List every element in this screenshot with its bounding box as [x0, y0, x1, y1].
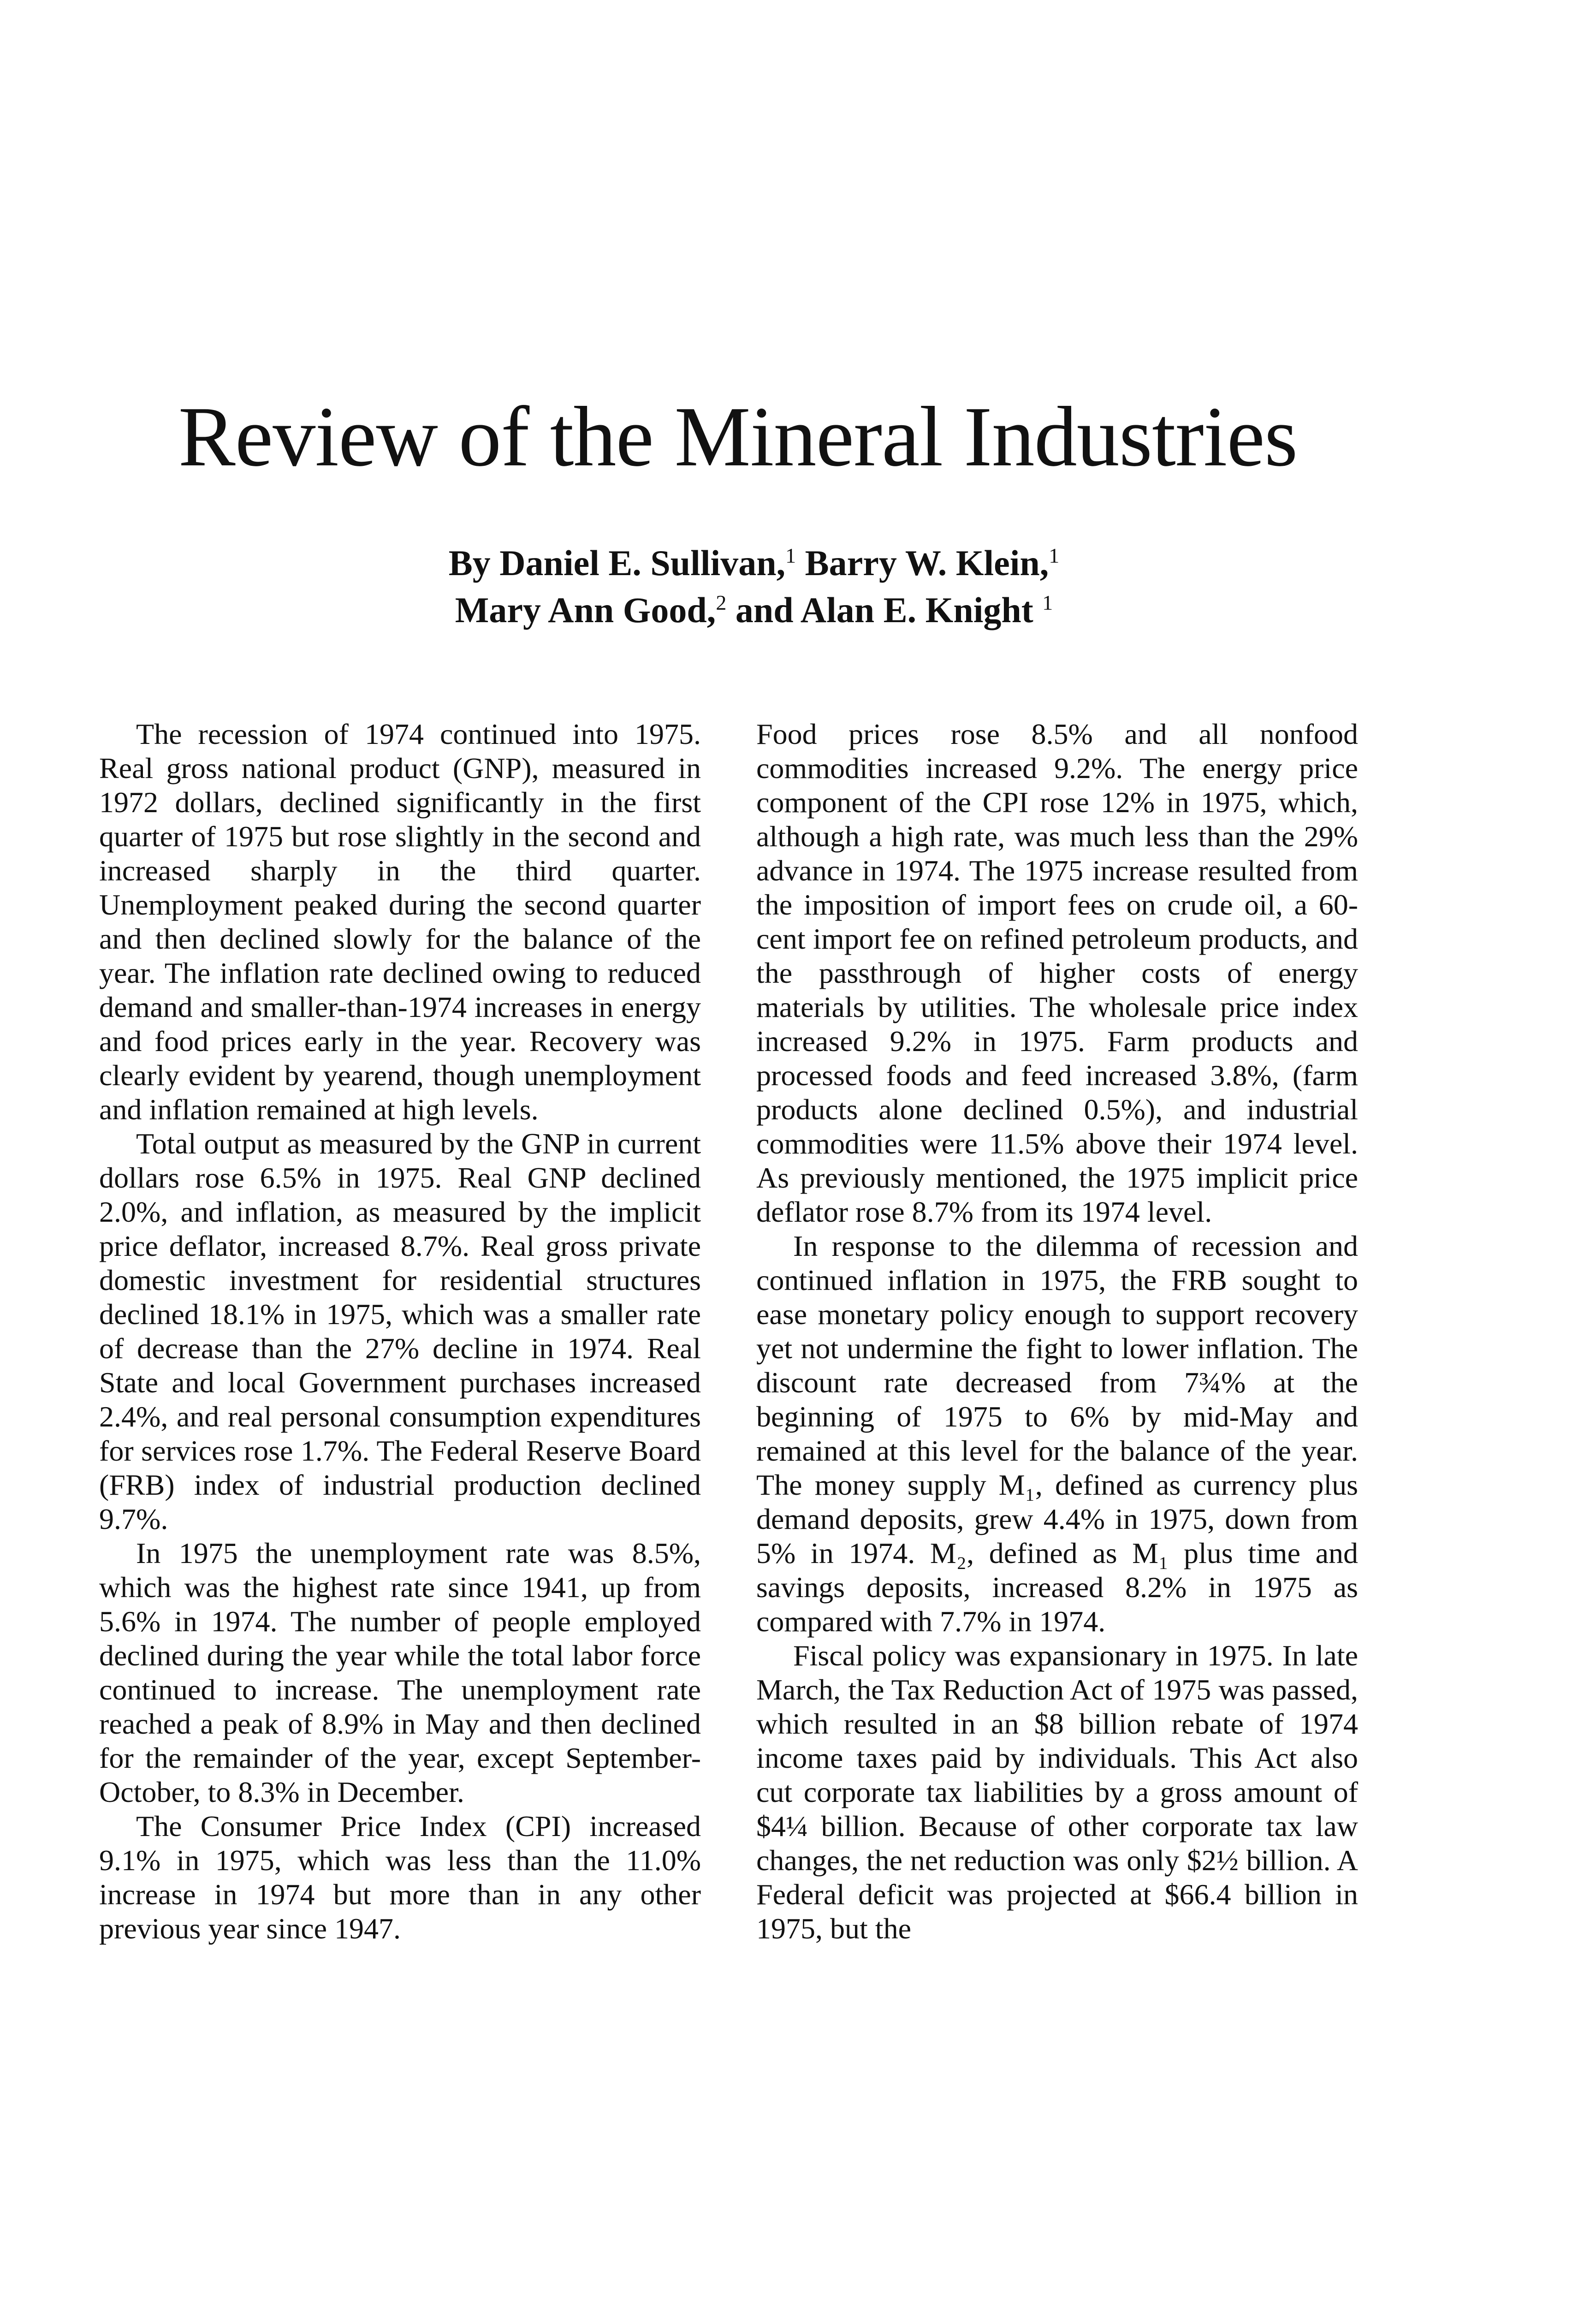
- footnote-ref: 1: [1042, 591, 1053, 614]
- byline-line-1: [0, 540, 1508, 587]
- paragraph: In response to the dilemma of recession and continued inflation in 1975, the FRB sought to ease monetary policy enough to support recovery yet not undermine the fight to lower inflation. The discount rate decreased from 7¾% at the beginning of 1975 to 6% by mid-May and remained at this level for the balance of the year. The money supply M₁, defined as currency plus demand deposits, grew 4.4% in 1975, down from 5% in 1974. M₂, defined as M₁ plus time and savings deposits, increased 8.2% in 1975 as compared with 7.7% in 1974.: [756, 1230, 1358, 1638]
- author-sullivan: By Daniel E. Sullivan,: [448, 543, 786, 583]
- footnote-ref: 1: [1049, 544, 1060, 567]
- paragraph: The recession of 1974 continued into 1975. Real gross national product (GNP), measured in 1972 dollars, declined significantly in the first quarter of 1975 but rose slightly in the second and increased sharply in the third quarter. Unemployment peaked during the second quarter and then declined slowly for the balance of the year. The inflation rate declined owing to reduced demand and smaller-than-1974 increases in energy and food prices early in the year. Recovery was clearly evident by yearend, though unemployment and inflation remained at high levels.: [99, 718, 701, 1126]
- byline-line-2: [0, 587, 1508, 634]
- paragraph: Total output as measured by the GNP in current dollars rose 6.5% in 1975. Real GNP declined 2.0%, and inflation, as measured by the implicit price deflator, increased 8.7%. Real gross private domestic investment for residential structures declined 18.1% in 1975, which was a smaller rate of decrease than the 27% decline in 1974. Real State and local Government purchases increased 2.4%, and real personal consumption expenditures for services rose 1.7%. The Federal Reserve Board (FRB) index of industrial production declined 9.7%.: [99, 1127, 701, 1535]
- paragraph: In 1975 the unemployment rate was 8.5%, which was the highest rate since 1941, up from 5.6% in 1974. The number of people employed declined during the year while the total labor force continued to increase. The unemployment rate reached a peak of 8.9% in May and then declined for the remainder of the year, except September-October, to 8.3% in December.: [99, 1537, 701, 1808]
- author-knight: and Alan E. Knight: [726, 590, 1043, 630]
- footnote-ref: 2: [716, 591, 727, 614]
- author-good: Mary Ann Good,: [455, 590, 716, 630]
- footnote-ref: 1: [785, 544, 796, 567]
- article-title: Review of the Mineral Industries: [178, 389, 1298, 484]
- author-klein: Barry W. Klein,: [796, 543, 1049, 583]
- byline: [0, 540, 1508, 634]
- paragraph: Fiscal policy was expansionary in 1975. In late March, the Tax Reduction Act of 1975 was passed, which resulted in an $8 billion rebate of 1974 income taxes paid by individuals. This Act also cut corporate tax liabilities by a gross amount of $4¼ billion. Because of other corporate tax law changes, the net reduction was only $2½ billion. A Federal deficit was projected at $66.4 billion in 1975, but the: [756, 1639, 1358, 1945]
- left-column: [99, 717, 701, 1946]
- right-column: [756, 717, 1358, 1946]
- paragraph: The Consumer Price Index (CPI) increased 9.1% in 1975, which was less than the 11.0% increase in 1974 but more than in any other previous year since 1947.: [99, 1810, 701, 1945]
- paragraph-continued: Food prices rose 8.5% and all nonfood commodities increased 9.2%. The energy price component of the CPI rose 12% in 1975, which, although a high rate, was much less than the 29% advance in 1974. The 1975 increase resulted from the imposition of import fees on crude oil, a 60-cent import fee on refined petroleum products, and the passthrough of higher costs of energy materials by utilities. The wholesale price index increased 9.2% in 1975. Farm products and processed foods and feed increased 3.8%, (farm products alone declined 0.5%), and industrial commodities were 11.5% above their 1974 level. As previously mentioned, the 1975 implicit price deflator rose 8.7% from its 1974 level.: [756, 718, 1358, 1228]
